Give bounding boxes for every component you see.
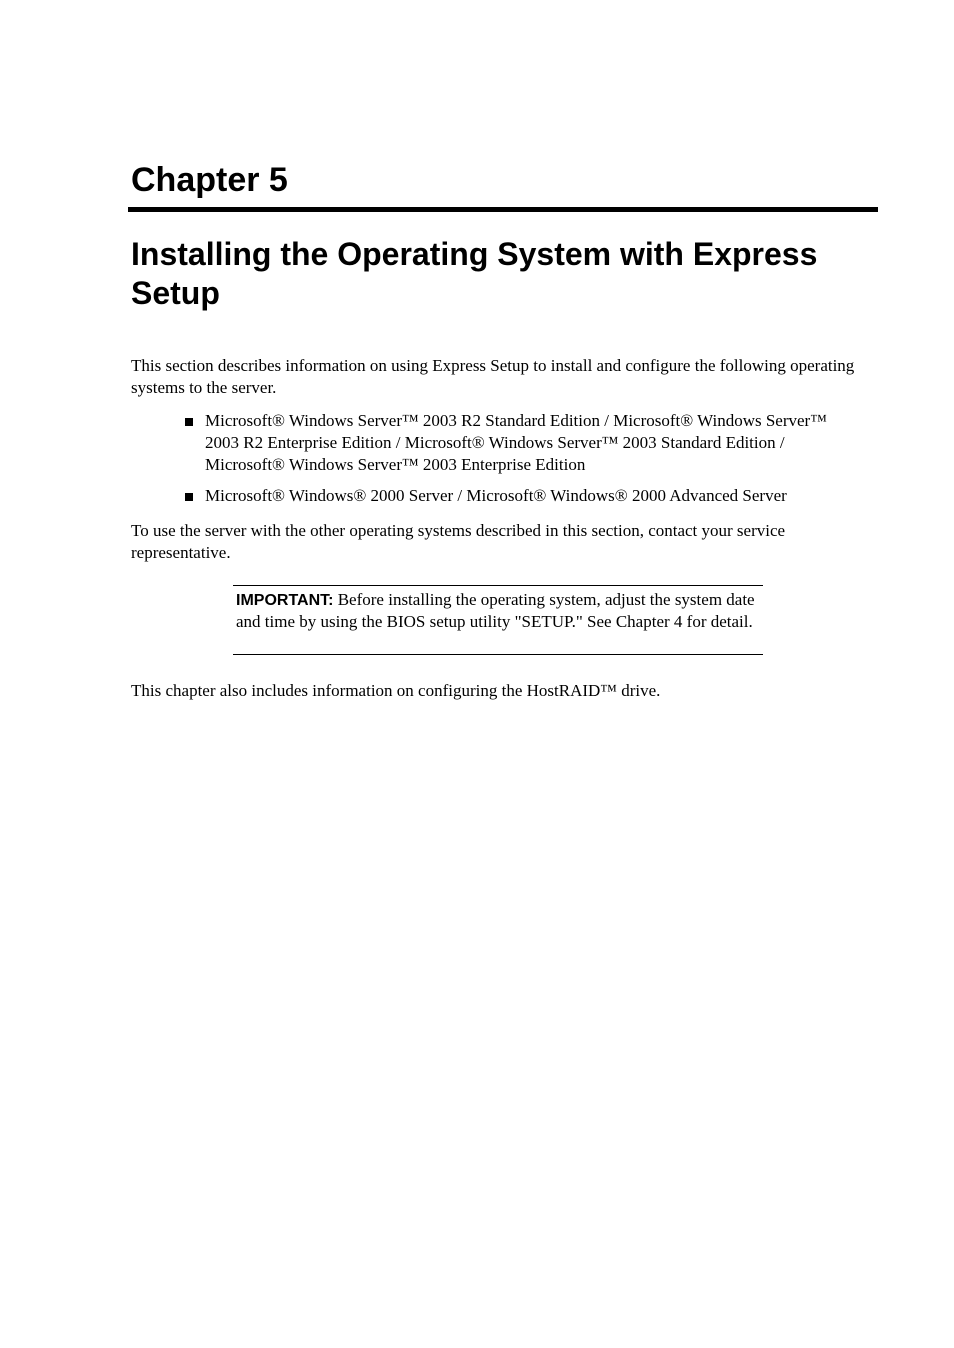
list-item-text: Microsoft® Windows Server™ 2003 R2 Standard Edition / Microsoft® Windows Server™ 2003 R2 Enterprise Edition / Microsoft® Windows Server™ 2003 Standard Edition / Microsoft® Windows Server™ 2003 Enterprise Edition	[205, 411, 827, 474]
important-label: IMPORTANT:	[236, 592, 334, 609]
square-bullet-icon	[185, 418, 193, 426]
list-item	[131, 410, 861, 476]
square-bullet-icon	[185, 493, 193, 501]
other-os-paragraph: To use the server with the other operating systems described in this section, contact your service representative.	[131, 521, 786, 562]
chapter-divider	[128, 207, 878, 212]
important-body: Before installing the operating system, adjust the system date and time by using the BIOS setup utility "SETUP." See Chapter 4 for detail.	[236, 590, 755, 631]
important-note	[233, 585, 763, 655]
important-note-text	[236, 589, 759, 632]
os-list	[131, 410, 861, 516]
closing-paragraph: This chapter also includes information on configuring the HostRAID™ drive.	[131, 681, 661, 700]
chapter-label: Chapter 5	[131, 161, 288, 199]
chapter-title: Installing the Operating System with Express Setup	[131, 236, 818, 311]
list-item-text: Microsoft® Windows® 2000 Server / Microsoft® Windows® 2000 Advanced Server	[205, 486, 787, 505]
intro-paragraph: This section describes information on using Express Setup to install and configure the following operating systems to the server.	[131, 356, 855, 397]
list-item	[131, 485, 861, 507]
